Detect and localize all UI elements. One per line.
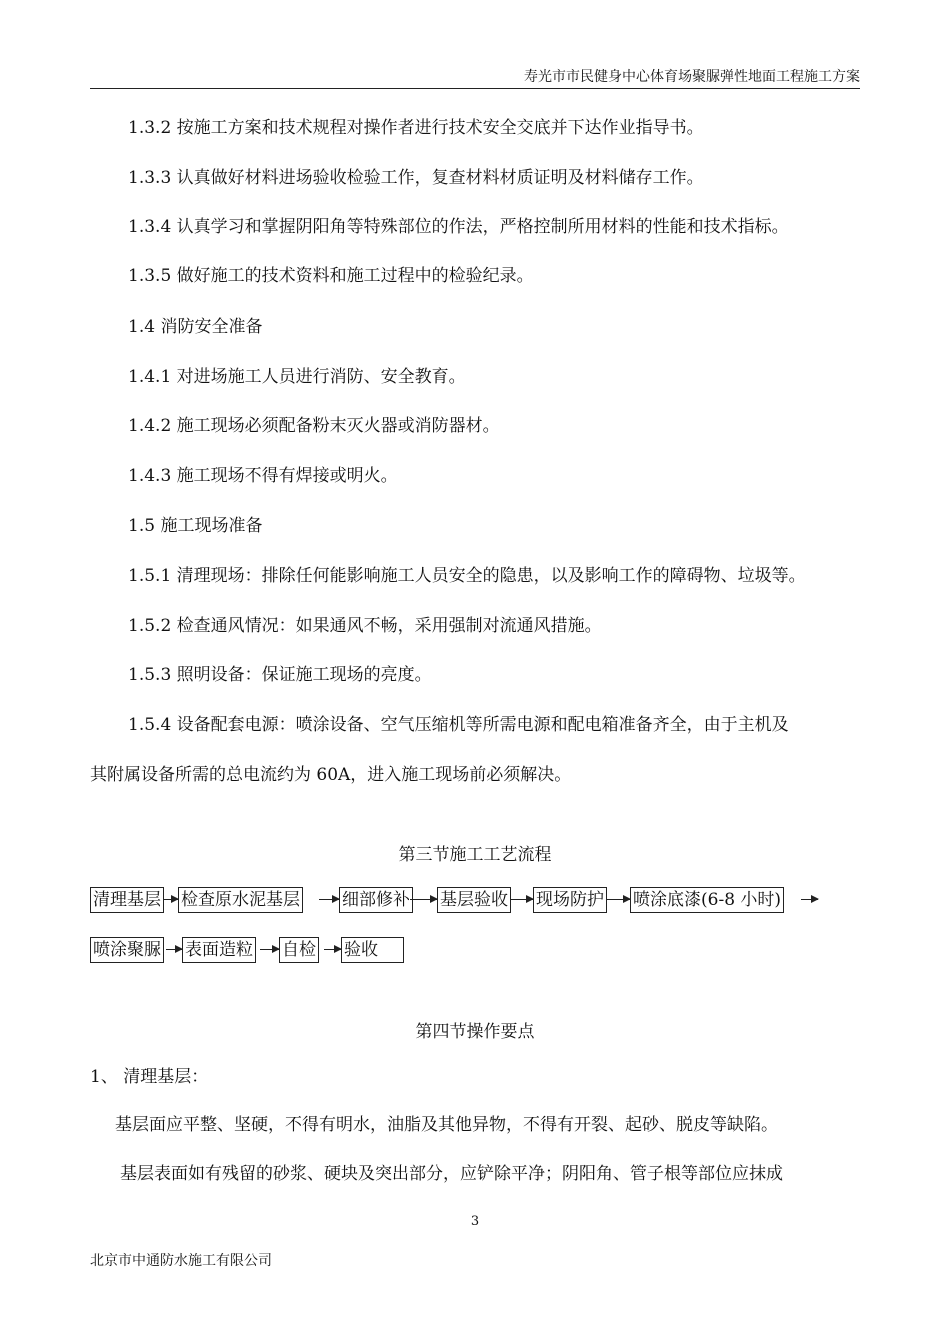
- flow-arrow: [607, 899, 630, 900]
- flow-arrow: [510, 899, 533, 900]
- item-1-heading: 1、 清理基层：: [90, 1067, 209, 1087]
- flow-arrow: [166, 949, 182, 950]
- footer-company: 北京市中通防水施工有限公司: [90, 1253, 272, 1269]
- paragraph-1-3-5: 1.3.5 做好施工的技术资料和施工过程中的检验纪录。: [128, 266, 534, 286]
- paragraph-1-5-4: 1.5.4 设备配套电源：喷涂设备、空气压缩机等所需电源和配电箱准备齐全，由于主机及: [128, 715, 789, 735]
- section-4-title: 第四节操作要点: [415, 1022, 535, 1042]
- flow-step-self-check: 自检: [279, 937, 319, 963]
- item-1-paragraph-1: 基层面应平整、坚硬，不得有明水，油脂及其他异物，不得有开裂、起砂、脱皮等缺陷。: [115, 1115, 778, 1135]
- flow-step-base-acceptance: 基层验收: [437, 887, 511, 913]
- flow-arrow: [164, 899, 178, 900]
- flow-step-inspect-cement-base: 检查原水泥基层: [178, 887, 303, 913]
- paragraph-1-5-2: 1.5.2 检查通风情况：如果通风不畅，采用强制对流通风措施。: [128, 616, 602, 636]
- item-1-paragraph-2: 基层表面如有残留的砂浆、硬块及突出部分，应铲除平净；阴阳角、管子根等部位应抹成: [120, 1164, 783, 1184]
- flow-row-1: [90, 887, 830, 913]
- paragraph-1-4-1: 1.4.1 对进场施工人员进行消防、安全教育。: [128, 367, 466, 387]
- flow-step-clean-base: 清理基层: [90, 887, 164, 913]
- paragraph-1-3-4: 1.3.4 认真学习和掌握阴阳角等特殊部位的作法，严格控制所用材料的性能和技术指标。: [128, 217, 789, 237]
- paragraph-1-4-2: 1.4.2 施工现场必须配备粉末灭火器或消防器材。: [128, 416, 500, 436]
- paragraph-1-5-1: 1.5.1 清理现场：排除任何能影响施工人员安全的隐患，以及影响工作的障碍物、垃圾等。: [128, 566, 806, 586]
- page-number: 3: [470, 1214, 480, 1229]
- flow-step-site-protection: 现场防护: [533, 887, 607, 913]
- flow-arrow: [319, 899, 339, 900]
- heading-1-4: 1.4 消防安全准备: [128, 317, 263, 337]
- heading-1-5: 1.5 施工现场准备: [128, 516, 263, 536]
- flow-step-spray-primer: 喷涂底漆(6-8 小时): [630, 887, 784, 913]
- flow-arrow: [324, 949, 341, 950]
- paragraph-1-5-3: 1.5.3 照明设备：保证施工现场的亮度。: [128, 665, 432, 685]
- paragraph-1-3-2: 1.3.2 按施工方案和技术规程对操作者进行技术安全交底并下达作业指导书。: [128, 118, 704, 138]
- flow-step-surface-granulation: 表面造粒: [182, 937, 256, 963]
- flow-step-spray-polyurea: 喷涂聚脲: [90, 937, 164, 963]
- paragraph-1-5-4-continued: 其附属设备所需的总电流约为 60A，进入施工现场前必须解决。: [90, 765, 572, 785]
- flow-arrow: [260, 949, 279, 950]
- section-3-title: 第三节施工工艺流程: [398, 845, 552, 865]
- flow-row-2: [90, 937, 420, 963]
- flow-step-detail-repair: 细部修补: [339, 887, 413, 913]
- paragraph-1-3-3: 1.3.3 认真做好材料进场验收检验工作，复查材料材质证明及材料储存工作。: [128, 168, 704, 188]
- flow-arrow: [410, 899, 437, 900]
- flow-arrow: [801, 899, 818, 900]
- header-title: 寿光市市民健身中心体育场聚脲弹性地面工程施工方案: [524, 69, 860, 85]
- page-header: [90, 68, 860, 89]
- paragraph-1-4-3: 1.4.3 施工现场不得有焊接或明火。: [128, 466, 398, 486]
- flow-step-acceptance: 验收: [341, 937, 404, 963]
